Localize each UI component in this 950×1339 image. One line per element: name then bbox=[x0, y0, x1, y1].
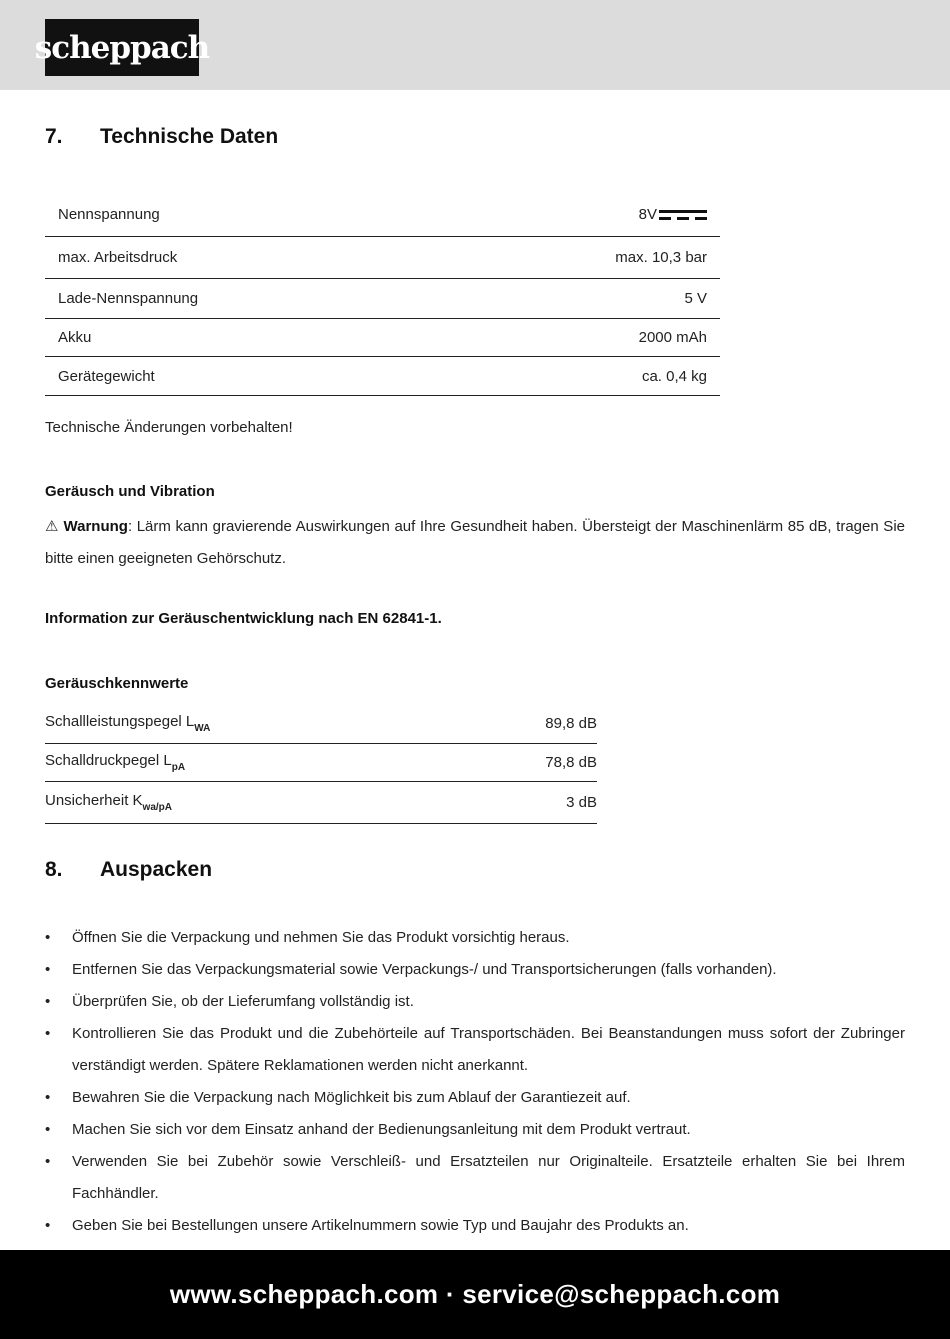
row-label: Schalldruckpegel $L_{pA}$ bbox=[45, 752, 186, 773]
table-row bbox=[45, 782, 597, 824]
technical-data-table bbox=[45, 193, 720, 396]
section-title: Technische Daten bbox=[100, 125, 279, 148]
section-8-heading bbox=[45, 858, 212, 882]
changes-note: Technische Änderungen vorbehalten! bbox=[45, 419, 293, 436]
row-label: Schallleistungspegel $L_{WA}$ bbox=[45, 712, 211, 734]
row-value: 78,8 dB bbox=[545, 754, 597, 771]
table-row bbox=[45, 193, 720, 237]
noise-values-table bbox=[45, 703, 597, 824]
list-item: • Entfernen Sie das Verpackungsmaterial sowie Verpackungs-/ und Transportsicherungen (falls vorhanden). bbox=[45, 961, 777, 978]
row-value: max. 10,3 bar bbox=[615, 249, 707, 266]
footer-contact: www.scheppach.com · service@scheppach.com bbox=[169, 1279, 781, 1309]
row-label: Lade-Nennspannung bbox=[58, 290, 199, 307]
section-7-heading bbox=[45, 125, 278, 149]
list-item: • Kontrollieren Sie das Produkt und die Zubehörteile auf Transportschäden. Bei Beanstandungen muss sofort der Zubringer verständigt werden. Spätere Reklamationen werden nicht anerkannt. bbox=[45, 1025, 905, 1074]
noise-warning bbox=[45, 511, 905, 575]
list-item: • Verwenden Sie bei Zubehör sowie Verschleiß- und Ersatzteilen nur Originalteile. Ersatzteile erhalten Sie bei Ihrem Fachhändler. bbox=[45, 1153, 905, 1202]
warning-text: : Lärm kann gravierende Auswirkungen auf Ihre Gesundheit haben. Übersteigt der Maschinenlärm 85 dB, tragen Sie bitte einen geeigneten Gehörschutz. bbox=[45, 518, 905, 567]
row-label: max. Arbeitsdruck bbox=[58, 249, 178, 266]
row-value: 5 V bbox=[684, 290, 707, 307]
row-value: 89,8 dB bbox=[545, 714, 597, 732]
list-item: • Öffnen Sie die Verpackung und nehmen Sie das Produkt vorsichtig heraus. bbox=[45, 929, 570, 946]
section-number: 8. bbox=[45, 858, 63, 881]
section-number: 7. bbox=[45, 125, 63, 148]
list-item: • Machen Sie sich vor dem Einsatz anhand der Bedienungsanleitung mit dem Produkt vertraut. bbox=[45, 1121, 691, 1138]
noise-info: Information zur Geräuschentwicklung nach EN 62841-1. bbox=[45, 610, 442, 627]
dc-current-icon bbox=[659, 210, 707, 220]
table-row bbox=[45, 279, 720, 319]
warning-label: Warnung bbox=[63, 518, 128, 535]
table-row bbox=[45, 744, 597, 782]
row-label: Akku bbox=[58, 329, 92, 346]
page-header bbox=[0, 0, 950, 90]
table-row bbox=[45, 357, 720, 396]
row-value: ca. 0,4 kg bbox=[641, 367, 707, 385]
row-value: 2000 mAh bbox=[638, 329, 707, 346]
unpacking-list bbox=[45, 922, 905, 1242]
row-value: 3 dB bbox=[566, 794, 597, 811]
noise-heading: Geräusch und Vibration bbox=[45, 483, 215, 500]
row-label: Nennspannung bbox=[58, 206, 160, 223]
list-item: • Überprüfen Sie, ob der Lieferumfang vollständig ist. bbox=[45, 993, 414, 1010]
row-value: 8V bbox=[639, 206, 707, 223]
noise-values-heading: Geräuschkennwerte bbox=[45, 675, 189, 692]
table-row bbox=[45, 237, 720, 279]
brand-logo: scheppach bbox=[45, 19, 199, 76]
page-footer bbox=[0, 1250, 950, 1339]
table-row bbox=[45, 703, 597, 744]
row-label: Gerätegewicht bbox=[58, 367, 155, 385]
list-item: • Geben Sie bei Bestellungen unsere Artikelnummern sowie Typ und Baujahr des Produkts an. bbox=[45, 1217, 689, 1234]
section-title: Auspacken bbox=[100, 858, 213, 881]
list-item: • Bewahren Sie die Verpackung nach Möglichkeit bis zum Ablauf der Garantiezeit auf. bbox=[45, 1089, 631, 1106]
warning-icon: ⚠ bbox=[45, 518, 59, 535]
table-row bbox=[45, 319, 720, 357]
row-label: Unsicherheit $K_{wa/pA}$ bbox=[45, 792, 172, 813]
